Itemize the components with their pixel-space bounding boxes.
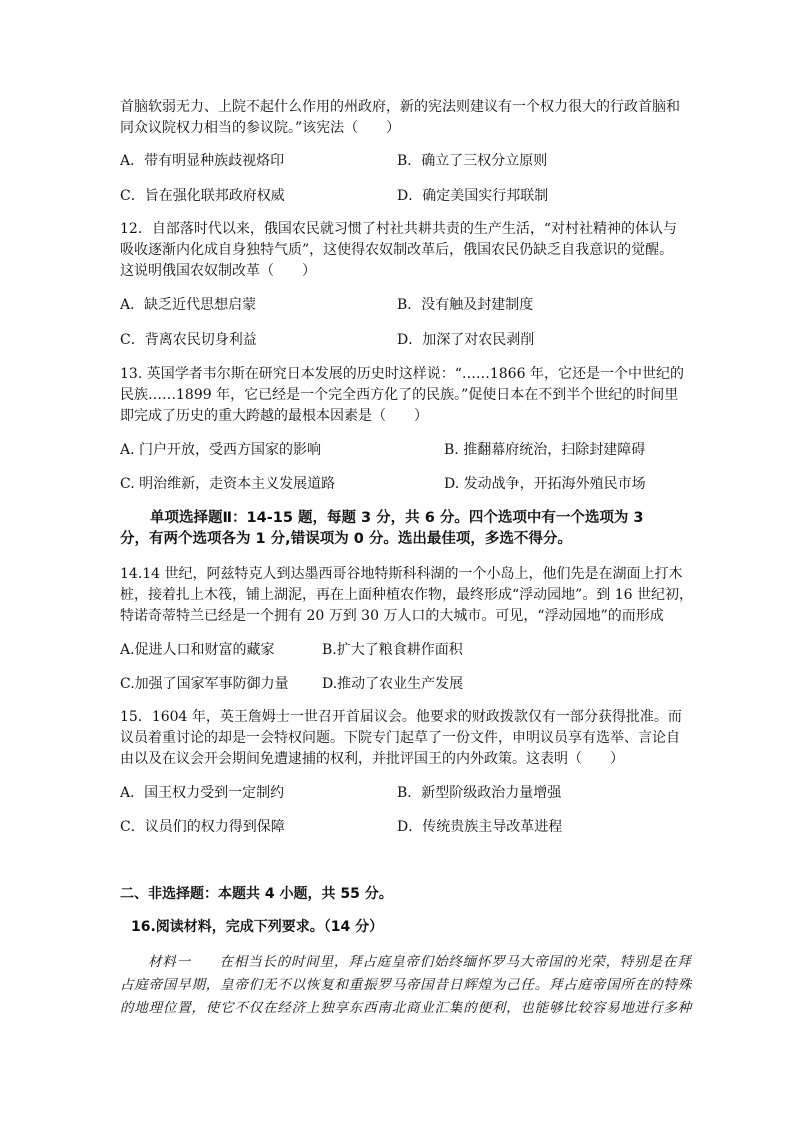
q13-stem-line-2: 民族……1899 年，它已经是一个完全西方化了的民族。”促使日本在不到半个世纪的时间里 [120,387,679,403]
section2-intro-line-2: 分，有两个选项各为 1 分,错误项为 0 分。选出最佳项，多选不得分。 [120,531,572,547]
material-line-1: 材料一 在相当长的时间里，拜占庭皇帝们始终缅怀罗马大帝国的光荣，特别是在拜 [148,954,692,970]
q11-option-a: A．带有明显种族歧视烙印 [120,153,285,169]
q12-stem-line-3: 这说明俄国农奴制改革（ ） [120,263,316,279]
q13-option-a: A. 门户开放，受西方国家的影响 [120,442,322,458]
q13-option-d: D. 发动战争，开拓海外殖民市场 [444,476,646,492]
q13-stem-line-3: 即完成了历史的重大跨越的最根本因素是（ ） [120,408,428,424]
q15-option-b: B．新型阶级政治力量增强 [397,785,562,801]
q14-option-b: B.扩大了粮食耕作面积 [322,642,463,658]
q15-option-c: C．议员们的权力得到保障 [120,819,285,835]
q12-option-b: B．没有触及封建制度 [397,297,534,313]
q14-option-a: A.促进人口和财富的藏家 [120,642,275,658]
section2-intro-line-1: 单项选择题Ⅱ：14-15 题，每题 3 分，共 6 分。四个选项中有一个选项为 3 [150,510,644,526]
q12-stem-line-2: 吸收逐渐内化成自身独特气质”，这使得农奴制改革后，俄国农民仍缺乏自我意识的觉醒。 [120,242,674,258]
material-line-2: 占庭帝国早期，皇帝们无不以恢复和重振罗马帝国昔日辉煌为己任。拜占庭帝国所在的特殊 [120,977,692,993]
q14-option-d: D.推动了农业生产发展 [322,676,464,692]
q14-stem-line-3: 特诺奇蒂特兰已经是一个拥有 20 万到 30 万人口的大城市。可见，“浮动园地”的而形成 [120,608,664,624]
q14-option-c: C.加强了国家军事防御力量 [120,676,289,692]
q12-option-c: C．背离农民切身利益 [120,332,257,348]
q15-option-a: A．国王权力受到一定制约 [120,785,285,801]
q15-stem-line-2: 议员着重讨论的却是一会特权问题。下院专门起草了一份文件，申明议员享有选举、言论自 [120,730,680,746]
q13-stem-line-1: 13. 英国学者韦尔斯在研究日本发展的历史时这样说：“……1866 年，它还是一个中世纪的 [120,366,684,382]
q15-stem-line-1: 15．1604 年，英王詹姆士一世召开首届议会。他要求的财政拨款仅有一部分获得批准。而 [120,709,682,725]
material-line-3: 的地理位置，使它不仅在经济上独享东西南北商业汇集的便利，也能够比较容易地进行多种 [120,1000,692,1016]
q11-stem-line-2: 同众议院权力相当的参议院。”该宪法（ ） [120,120,401,136]
q13-option-b: B. 推翻幕府统治，扫除封建障碍 [444,442,646,458]
q15-stem-line-3: 由以及在议会开会期间免遭逮捕的权利，并批评国王的内外政策。这表明（ ） [120,751,624,767]
q15-option-d: D．传统贵族主导改革进程 [397,819,563,835]
q14-stem-line-1: 14.14 世纪，阿兹特克人到达墨西哥谷地特斯科科湖的一个小岛上，他们先是在湖面上打木 [120,566,683,582]
q11-option-c: C．旨在强化联邦政府权威 [120,188,285,204]
q16-heading: 16.阅读材料，完成下列要求。（14 分） [131,919,384,935]
q12-option-a: A．缺乏近代思想启蒙 [120,297,257,313]
q13-option-c: C. 明治维新，走资本主义发展道路 [120,476,336,492]
q14-stem-line-2: 桩，接着扎上木筏，铺上湖泥，再在上面种植农作物，最终形成“浮动园地”。到 16 世纪初， [120,587,694,603]
q11-option-d: D．确定美国实行邦联制 [397,188,549,204]
q12-option-d: D．加深了对农民剥削 [397,332,535,348]
q11-option-b: B．确立了三权分立原则 [397,153,548,169]
q11-stem-line-1: 首脑软弱无力、上院不起什么作用的州政府，新的宪法则建议有一个权力很大的行政首脑和 [120,99,680,115]
part2-heading: 二、非选择题：本题共 4 小题，共 55 分。 [120,886,393,902]
q12-stem-line-1: 12．自部落时代以来，俄国农民就习惯了村社共耕共责的生产生活，“对村社精神的体认与 [120,221,677,237]
